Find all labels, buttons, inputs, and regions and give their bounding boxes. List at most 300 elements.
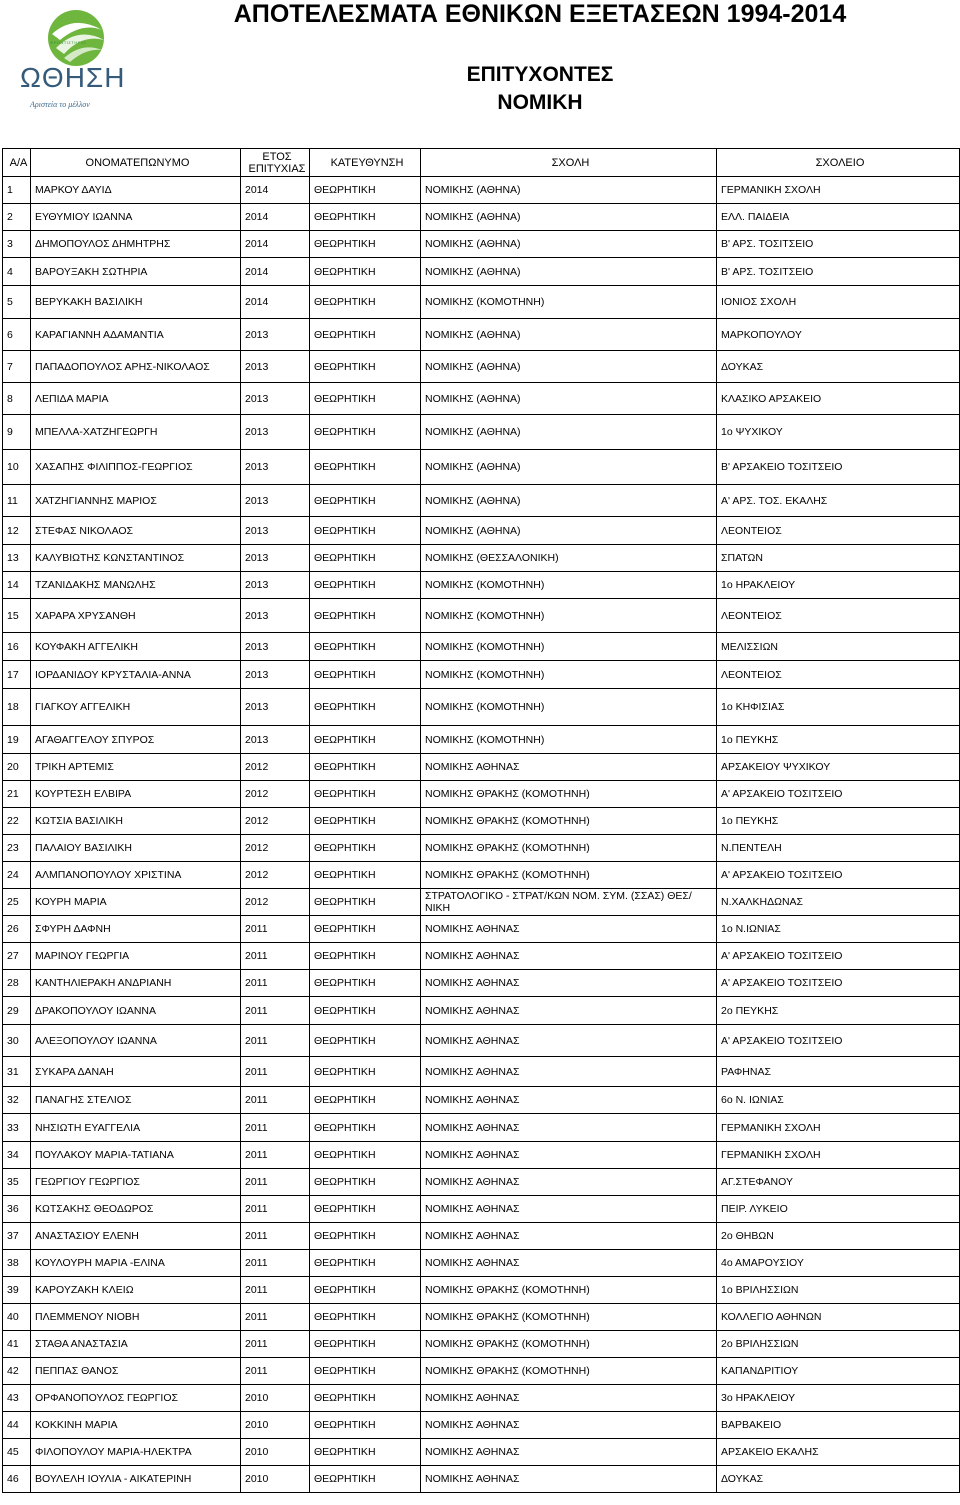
table-row — [3, 1250, 960, 1277]
high-school: Α' ΑΡΣΑΚΕΙΟ ΤΟΣΙΤΣΕΙΟ — [717, 970, 960, 997]
table-row — [3, 450, 960, 485]
student-name: ΚΩΤΣΑΚΗΣ ΘΕΟΔΩΡΟΣ — [31, 1196, 241, 1223]
student-name: ΑΓΑΘΑΓΓΕΛΟΥ ΣΠΥΡΟΣ — [31, 726, 241, 754]
row-number: 28 — [3, 970, 31, 997]
student-name: ΒΟΥΛΕΛΗ ΙΟΥΛΙΑ - ΑΙΚΑΤΕΡΙΝΗ — [31, 1466, 241, 1493]
table-row — [3, 204, 960, 231]
direction: ΘΕΩΡΗΤΙΚΗ — [310, 1142, 421, 1169]
table-row — [3, 383, 960, 415]
student-name: ΤΡΙΚΗ ΑΡΤΕΜΙΣ — [31, 754, 241, 781]
high-school: ΚΛΑΣΙΚΟ ΑΡΣΑΚΕΙΟ — [717, 383, 960, 415]
direction: ΘΕΩΡΗΤΙΚΗ — [310, 485, 421, 517]
table-row — [3, 835, 960, 862]
table-row — [3, 889, 960, 916]
row-number: 34 — [3, 1142, 31, 1169]
direction: ΘΕΩΡΗΤΙΚΗ — [310, 862, 421, 889]
high-school: ΕΛΛ. ΠΑΙΔΕΙΑ — [717, 204, 960, 231]
direction: ΘΕΩΡΗΤΙΚΗ — [310, 808, 421, 835]
university-school: ΝΟΜΙΚΗΣ (ΑΘΗΝΑ) — [421, 231, 717, 258]
table-row — [3, 754, 960, 781]
high-school: 1ο ΨΥΧΙΚΟΥ — [717, 415, 960, 450]
row-number: 43 — [3, 1385, 31, 1412]
row-number: 24 — [3, 862, 31, 889]
year: 2011 — [241, 1223, 310, 1250]
year: 2011 — [241, 1114, 310, 1142]
high-school: Β' ΑΡΣΑΚΕΙΟ ΤΟΣΙΤΣΕΙΟ — [717, 450, 960, 485]
direction: ΘΕΩΡΗΤΙΚΗ — [310, 1196, 421, 1223]
table-header-row — [3, 149, 960, 177]
table-row — [3, 997, 960, 1025]
university-school: ΝΟΜΙΚΗΣ ΘΡΑΚΗΣ (ΚΟΜΟΤΗΝΗ) — [421, 808, 717, 835]
university-school: ΝΟΜΙΚΗΣ (ΚΟΜΟΤΗΝΗ) — [421, 689, 717, 726]
direction: ΘΕΩΡΗΤΙΚΗ — [310, 726, 421, 754]
high-school: Β' ΑΡΣ. ΤΟΣΙΤΣΕΙΟ — [717, 258, 960, 286]
university-school: ΣΤΡΑΤΟΛΟΓΙΚΟ - ΣΤΡΑΤ/ΚΩΝ ΝΟΜ. ΣΥΜ. (ΣΣΑΣ) ΘΕΣ/ΝΙΚΗ — [421, 889, 717, 916]
direction: ΘΕΩΡΗΤΙΚΗ — [310, 1358, 421, 1385]
university-school: ΝΟΜΙΚΗΣ ΘΡΑΚΗΣ (ΚΟΜΟΤΗΝΗ) — [421, 835, 717, 862]
student-name: ΤΖΑΝΙΔΑΚΗΣ ΜΑΝΩΛΗΣ — [31, 572, 241, 599]
year: 2012 — [241, 808, 310, 835]
student-name: ΧΑΡΑΡΑ ΧΡΥΣΑΝΘΗ — [31, 599, 241, 633]
table-row — [3, 1439, 960, 1466]
row-number: 30 — [3, 1025, 31, 1057]
direction: ΘΕΩΡΗΤΙΚΗ — [310, 1385, 421, 1412]
year: 2011 — [241, 1304, 310, 1331]
year: 2014 — [241, 286, 310, 319]
year: 2013 — [241, 726, 310, 754]
table-row — [3, 689, 960, 726]
direction: ΘΕΩΡΗΤΙΚΗ — [310, 1331, 421, 1358]
direction: ΘΕΩΡΗΤΙΚΗ — [310, 517, 421, 545]
row-number: 2 — [3, 204, 31, 231]
year: 2011 — [241, 970, 310, 997]
table-row — [3, 517, 960, 545]
university-school: ΝΟΜΙΚΗΣ ΑΘΗΝΑΣ — [421, 1223, 717, 1250]
table-row — [3, 1057, 960, 1087]
university-school: ΝΟΜΙΚΗΣ ΑΘΗΝΑΣ — [421, 997, 717, 1025]
row-number: 17 — [3, 661, 31, 689]
year: 2013 — [241, 517, 310, 545]
direction: ΘΕΩΡΗΤΙΚΗ — [310, 781, 421, 808]
table-row — [3, 726, 960, 754]
direction: ΘΕΩΡΗΤΙΚΗ — [310, 1250, 421, 1277]
university-school: ΝΟΜΙΚΗΣ ΑΘΗΝΑΣ — [421, 1466, 717, 1493]
table-row — [3, 231, 960, 258]
row-number: 32 — [3, 1087, 31, 1114]
table-row — [3, 545, 960, 572]
row-number: 39 — [3, 1277, 31, 1304]
row-number: 26 — [3, 916, 31, 943]
university-school: ΝΟΜΙΚΗΣ ΑΘΗΝΑΣ — [421, 1250, 717, 1277]
high-school: 1ο ΠΕΥΚΗΣ — [717, 808, 960, 835]
table-row — [3, 661, 960, 689]
row-number: 6 — [3, 319, 31, 351]
direction: ΘΕΩΡΗΤΙΚΗ — [310, 1466, 421, 1493]
student-name: ΕΥΘΥΜΙΟΥ ΙΩΑΝΝΑ — [31, 204, 241, 231]
high-school: 3ο ΗΡΑΚΛΕΙΟΥ — [717, 1385, 960, 1412]
high-school: Α' ΑΡΣΑΚΕΙΟ ΤΟΣΙΤΣΕΙΟ — [717, 943, 960, 970]
high-school: ΜΕΛΙΣΣΙΩΝ — [717, 633, 960, 661]
student-name: ΜΠΕΛΛΑ-ΧΑΤΖΗΓΕΩΡΓΗ — [31, 415, 241, 450]
high-school: 2ο ΘΗΒΩΝ — [717, 1223, 960, 1250]
high-school: 1ο ΗΡΑΚΛΕΙΟΥ — [717, 572, 960, 599]
high-school: 2ο ΒΡΙΛΗΣΣΙΩΝ — [717, 1331, 960, 1358]
student-name: ΔΗΜΟΠΟΥΛΟΣ ΔΗΜΗΤΡΗΣ — [31, 231, 241, 258]
table-body — [3, 177, 960, 1493]
high-school: ΠΕΙΡ. ΛΥΚΕΙΟ — [717, 1196, 960, 1223]
direction: ΘΕΩΡΗΤΙΚΗ — [310, 661, 421, 689]
university-school: ΝΟΜΙΚΗΣ (ΑΘΗΝΑ) — [421, 351, 717, 383]
row-number: 41 — [3, 1331, 31, 1358]
header-school: ΣΧΟΛΗ — [421, 149, 717, 177]
row-number: 8 — [3, 383, 31, 415]
year: 2011 — [241, 1250, 310, 1277]
student-name: ΠΟΥΛΑΚΟΥ ΜΑΡΙΑ-ΤΑΤΙΑΝΑ — [31, 1142, 241, 1169]
high-school: 6ο Ν. ΙΩΝΙΑΣ — [717, 1087, 960, 1114]
year: 2012 — [241, 835, 310, 862]
high-school: ΙΟΝΙΟΣ ΣΧΟΛΗ — [717, 286, 960, 319]
table-row — [3, 862, 960, 889]
high-school: 1ο ΚΗΦΙΣΙΑΣ — [717, 689, 960, 726]
university-school: ΝΟΜΙΚΗΣ (ΚΟΜΟΤΗΝΗ) — [421, 599, 717, 633]
student-name: ΔΡΑΚΟΠΟΥΛΟΥ ΙΩΑΝΝΑ — [31, 997, 241, 1025]
high-school: ΚΟΛΛΕΓΙΟ ΑΘΗΝΩΝ — [717, 1304, 960, 1331]
student-name: ΣΤΕΦΑΣ ΝΙΚΟΛΑΟΣ — [31, 517, 241, 545]
row-number: 31 — [3, 1057, 31, 1087]
university-school: ΝΟΜΙΚΗΣ (ΑΘΗΝΑ) — [421, 319, 717, 351]
logo-subtitle: ΦΡΟΝΤΙΣΤΗΡΙΟ — [50, 40, 87, 45]
table-row — [3, 286, 960, 319]
high-school: Ν.ΧΑΛΚΗΔΩΝΑΣ — [717, 889, 960, 916]
year: 2013 — [241, 485, 310, 517]
header-highschool: ΣΧΟΛΕΙΟ — [717, 149, 960, 177]
table-row — [3, 781, 960, 808]
table-row — [3, 1114, 960, 1142]
high-school: 1ο ΒΡΙΛΗΣΣΙΩΝ — [717, 1277, 960, 1304]
year: 2012 — [241, 781, 310, 808]
university-school: ΝΟΜΙΚΗΣ ΑΘΗΝΑΣ — [421, 943, 717, 970]
high-school: ΓΕΡΜΑΝΙΚΗ ΣΧΟΛΗ — [717, 1114, 960, 1142]
table-row — [3, 1385, 960, 1412]
high-school: 4ο ΑΜΑΡΟΥΣΙΟΥ — [717, 1250, 960, 1277]
year: 2014 — [241, 258, 310, 286]
high-school: ΔΟΥΚΑΣ — [717, 351, 960, 383]
row-number: 20 — [3, 754, 31, 781]
direction: ΘΕΩΡΗΤΙΚΗ — [310, 997, 421, 1025]
row-number: 40 — [3, 1304, 31, 1331]
year: 2011 — [241, 943, 310, 970]
direction: ΘΕΩΡΗΤΙΚΗ — [310, 258, 421, 286]
high-school: ΛΕΟΝΤΕΙΟΣ — [717, 517, 960, 545]
table-row — [3, 1025, 960, 1057]
row-number: 46 — [3, 1466, 31, 1493]
table-row — [3, 1304, 960, 1331]
university-school: ΝΟΜΙΚΗΣ ΑΘΗΝΑΣ — [421, 1412, 717, 1439]
table-row — [3, 177, 960, 204]
year: 2013 — [241, 661, 310, 689]
year: 2012 — [241, 754, 310, 781]
year: 2014 — [241, 177, 310, 204]
year: 2013 — [241, 415, 310, 450]
direction: ΘΕΩΡΗΤΙΚΗ — [310, 1057, 421, 1087]
high-school: ΓΕΡΜΑΝΙΚΗ ΣΧΟΛΗ — [717, 1142, 960, 1169]
university-school: ΝΟΜΙΚΗΣ ΑΘΗΝΑΣ — [421, 1169, 717, 1196]
student-name: ΒΕΡΥΚΑΚΗ ΒΑΣΙΛΙΚΗ — [31, 286, 241, 319]
university-school: ΝΟΜΙΚΗΣ (ΚΟΜΟΤΗΝΗ) — [421, 286, 717, 319]
row-number: 13 — [3, 545, 31, 572]
student-name: ΚΑΡΑΓΙΑΝΝΗ ΑΔΑΜΑΝΤΙΑ — [31, 319, 241, 351]
table-row — [3, 808, 960, 835]
direction: ΘΕΩΡΗΤΙΚΗ — [310, 286, 421, 319]
high-school: 1ο ΠΕΥΚΗΣ — [717, 726, 960, 754]
high-school: ΔΟΥΚΑΣ — [717, 1466, 960, 1493]
university-school: ΝΟΜΙΚΗΣ ΑΘΗΝΑΣ — [421, 1057, 717, 1087]
year: 2011 — [241, 997, 310, 1025]
row-number: 19 — [3, 726, 31, 754]
year: 2013 — [241, 351, 310, 383]
direction: ΘΕΩΡΗΤΙΚΗ — [310, 916, 421, 943]
table-row — [3, 485, 960, 517]
high-school: Α' ΑΡΣΑΚΕΙΟ ΤΟΣΙΤΣΕΙΟ — [717, 1025, 960, 1057]
university-school: ΝΟΜΙΚΗΣ (ΚΟΜΟΤΗΝΗ) — [421, 633, 717, 661]
table-row — [3, 415, 960, 450]
row-number: 38 — [3, 1250, 31, 1277]
direction: ΘΕΩΡΗΤΙΚΗ — [310, 633, 421, 661]
year: 2011 — [241, 1025, 310, 1057]
year: 2011 — [241, 1142, 310, 1169]
student-name: ΣΤΑΘΑ ΑΝΑΣΤΑΣΙΑ — [31, 1331, 241, 1358]
table-row — [3, 1412, 960, 1439]
direction: ΘΕΩΡΗΤΙΚΗ — [310, 943, 421, 970]
high-school: 2ο ΠΕΥΚΗΣ — [717, 997, 960, 1025]
table-row — [3, 1331, 960, 1358]
university-school: ΝΟΜΙΚΗΣ (ΑΘΗΝΑ) — [421, 177, 717, 204]
student-name: ΠΑΠΑΔΟΠΟΥΛΟΣ ΑΡΗΣ-ΝΙΚΟΛΑΟΣ — [31, 351, 241, 383]
student-name: ΦΙΛΟΠΟΥΛΟΥ ΜΑΡΙΑ-ΗΛΕΚΤΡΑ — [31, 1439, 241, 1466]
year: 2011 — [241, 1277, 310, 1304]
year: 2011 — [241, 1169, 310, 1196]
high-school: ΑΓ.ΣΤΕΦΑΝΟΥ — [717, 1169, 960, 1196]
row-number: 9 — [3, 415, 31, 450]
direction: ΘΕΩΡΗΤΙΚΗ — [310, 383, 421, 415]
row-number: 21 — [3, 781, 31, 808]
row-number: 44 — [3, 1412, 31, 1439]
table-row — [3, 970, 960, 997]
direction: ΘΕΩΡΗΤΙΚΗ — [310, 351, 421, 383]
logo-tagline: Αριστεία το μέλλον — [30, 100, 90, 109]
high-school: ΣΠΑΤΩΝ — [717, 545, 960, 572]
row-number: 12 — [3, 517, 31, 545]
table-row — [3, 1223, 960, 1250]
direction: ΘΕΩΡΗΤΙΚΗ — [310, 545, 421, 572]
university-school: ΝΟΜΙΚΗΣ ΘΡΑΚΗΣ (ΚΟΜΟΤΗΝΗ) — [421, 1331, 717, 1358]
student-name: ΚΑΡΟΥΖΑΚΗ ΚΛΕΙΩ — [31, 1277, 241, 1304]
student-name: ΚΟΥΡΤΕΣΗ ΕΛΒΙΡΑ — [31, 781, 241, 808]
direction: ΘΕΩΡΗΤΙΚΗ — [310, 889, 421, 916]
year: 2011 — [241, 1087, 310, 1114]
direction: ΘΕΩΡΗΤΙΚΗ — [310, 1412, 421, 1439]
row-number: 14 — [3, 572, 31, 599]
year: 2013 — [241, 545, 310, 572]
student-name: ΧΑΤΖΗΓΙΑΝΝΗΣ ΜΑΡΙΟΣ — [31, 485, 241, 517]
row-number: 15 — [3, 599, 31, 633]
direction: ΘΕΩΡΗΤΙΚΗ — [310, 835, 421, 862]
direction: ΘΕΩΡΗΤΙΚΗ — [310, 1114, 421, 1142]
high-school: ΑΡΣΑΚΕΙΟ ΕΚΑΛΗΣ — [717, 1439, 960, 1466]
direction: ΘΕΩΡΗΤΙΚΗ — [310, 1087, 421, 1114]
year: 2014 — [241, 204, 310, 231]
direction: ΘΕΩΡΗΤΙΚΗ — [310, 1277, 421, 1304]
year: 2011 — [241, 1196, 310, 1223]
student-name: ΠΛΕΜΜΕΝΟΥ ΝΙΟΒΗ — [31, 1304, 241, 1331]
year: 2011 — [241, 916, 310, 943]
student-name: ΚΟΥΦΑΚΗ ΑΓΓΕΛΙΚΗ — [31, 633, 241, 661]
student-name: ΚΩΤΣΙΑ ΒΑΣΙΛΙΚΗ — [31, 808, 241, 835]
direction: ΘΕΩΡΗΤΙΚΗ — [310, 177, 421, 204]
university-school: ΝΟΜΙΚΗΣ ΘΡΑΚΗΣ (ΚΟΜΟΤΗΝΗ) — [421, 1304, 717, 1331]
table-row — [3, 633, 960, 661]
year: 2010 — [241, 1412, 310, 1439]
direction: ΘΕΩΡΗΤΙΚΗ — [310, 1304, 421, 1331]
table-row — [3, 1087, 960, 1114]
high-school: ΛΕΟΝΤΕΙΟΣ — [717, 599, 960, 633]
header-name: ΟΝΟΜΑΤΕΠΩΝΥΜΟ — [31, 149, 241, 177]
row-number: 25 — [3, 889, 31, 916]
university-school: ΝΟΜΙΚΗΣ (ΑΘΗΝΑ) — [421, 204, 717, 231]
table-row — [3, 1142, 960, 1169]
university-school: ΝΟΜΙΚΗΣ (ΚΟΜΟΤΗΝΗ) — [421, 572, 717, 599]
row-number: 3 — [3, 231, 31, 258]
student-name: ΚΑΛΥΒΙΩΤΗΣ ΚΩΝΣΤΑΝΤΙΝΟΣ — [31, 545, 241, 572]
direction: ΘΕΩΡΗΤΙΚΗ — [310, 599, 421, 633]
student-name: ΑΛΜΠΑΝΟΠΟΥΛΟΥ ΧΡΙΣΤΙΝΑ — [31, 862, 241, 889]
table-row — [3, 1196, 960, 1223]
university-school: ΝΟΜΙΚΗΣ (ΑΘΗΝΑ) — [421, 415, 717, 450]
row-number: 4 — [3, 258, 31, 286]
table-row — [3, 1358, 960, 1385]
high-school: ΑΡΣΑΚΕΙΟΥ ΨΥΧΙΚΟΥ — [717, 754, 960, 781]
student-name: ΠΑΛΑΙΟΥ ΒΑΣΙΛΙΚΗ — [31, 835, 241, 862]
table-row — [3, 943, 960, 970]
student-name: ΟΡΦΑΝΟΠΟΥΛΟΣ ΓΕΩΡΓΙΟΣ — [31, 1385, 241, 1412]
header-aa: Α/Α — [3, 149, 31, 177]
university-school: ΝΟΜΙΚΗΣ ΑΘΗΝΑΣ — [421, 754, 717, 781]
row-number: 5 — [3, 286, 31, 319]
direction: ΘΕΩΡΗΤΙΚΗ — [310, 231, 421, 258]
university-school: ΝΟΜΙΚΗΣ ΑΘΗΝΑΣ — [421, 1385, 717, 1412]
direction: ΘΕΩΡΗΤΙΚΗ — [310, 450, 421, 485]
student-name: ΓΙΑΓΚΟΥ ΑΓΓΕΛΙΚΗ — [31, 689, 241, 726]
high-school: ΡΑΦΗΝΑΣ — [717, 1057, 960, 1087]
page-subtitle-field: ΝΟΜΙΚΗ — [497, 91, 583, 114]
university-school: ΝΟΜΙΚΗΣ (ΑΘΗΝΑ) — [421, 517, 717, 545]
student-name: ΚΟΥΡΗ ΜΑΡΙΑ — [31, 889, 241, 916]
table-row — [3, 1466, 960, 1493]
row-number: 16 — [3, 633, 31, 661]
university-school: ΝΟΜΙΚΗΣ (ΚΟΜΟΤΗΝΗ) — [421, 726, 717, 754]
year: 2013 — [241, 633, 310, 661]
high-school: Ν.ΠΕΝΤΕΛΗ — [717, 835, 960, 862]
row-number: 23 — [3, 835, 31, 862]
table-row — [3, 258, 960, 286]
university-school: ΝΟΜΙΚΗΣ ΑΘΗΝΑΣ — [421, 970, 717, 997]
university-school: ΝΟΜΙΚΗΣ ΘΡΑΚΗΣ (ΚΟΜΟΤΗΝΗ) — [421, 862, 717, 889]
year: 2010 — [241, 1385, 310, 1412]
header-direction: ΚΑΤΕΥΘΥΝΣΗ — [310, 149, 421, 177]
row-number: 22 — [3, 808, 31, 835]
student-name: ΚΟΥΛΟΥΡΗ ΜΑΡΙΑ -ΕΛΙΝΑ — [31, 1250, 241, 1277]
student-name: ΑΛΕΞΟΠΟΥΛΟΥ ΙΩΑΝΝΑ — [31, 1025, 241, 1057]
direction: ΘΕΩΡΗΤΙΚΗ — [310, 204, 421, 231]
university-school: ΝΟΜΙΚΗΣ (ΑΘΗΝΑ) — [421, 258, 717, 286]
university-school: ΝΟΜΙΚΗΣ ΑΘΗΝΑΣ — [421, 1087, 717, 1114]
university-school: ΝΟΜΙΚΗΣ ΘΡΑΚΗΣ (ΚΟΜΟΤΗΝΗ) — [421, 1358, 717, 1385]
row-number: 29 — [3, 997, 31, 1025]
university-school: ΝΟΜΙΚΗΣ (ΑΘΗΝΑ) — [421, 450, 717, 485]
row-number: 33 — [3, 1114, 31, 1142]
row-number: 10 — [3, 450, 31, 485]
university-school: ΝΟΜΙΚΗΣ (ΑΘΗΝΑ) — [421, 383, 717, 415]
row-number: 35 — [3, 1169, 31, 1196]
row-number: 11 — [3, 485, 31, 517]
high-school: ΚΑΠΑΝΔΡΙΤΙΟΥ — [717, 1358, 960, 1385]
row-number: 45 — [3, 1439, 31, 1466]
student-name: ΛΕΠΙΔΑ ΜΑΡΙΑ — [31, 383, 241, 415]
direction: ΘΕΩΡΗΤΙΚΗ — [310, 970, 421, 997]
university-school: ΝΟΜΙΚΗΣ ΑΘΗΝΑΣ — [421, 1114, 717, 1142]
row-number: 36 — [3, 1196, 31, 1223]
university-school: ΝΟΜΙΚΗΣ (ΚΟΜΟΤΗΝΗ) — [421, 661, 717, 689]
table-row — [3, 319, 960, 351]
logo-name: ΩΘΗΣΗ — [20, 62, 126, 93]
row-number: 7 — [3, 351, 31, 383]
year: 2011 — [241, 1057, 310, 1087]
table-row — [3, 1277, 960, 1304]
year: 2013 — [241, 450, 310, 485]
student-name: ΠΑΝΑΓΗΣ ΣΤΕΛΙΟΣ — [31, 1087, 241, 1114]
high-school: Α' ΑΡΣ. ΤΟΣ. ΕΚΑΛΗΣ — [717, 485, 960, 517]
year: 2010 — [241, 1439, 310, 1466]
year: 2012 — [241, 862, 310, 889]
year: 2012 — [241, 889, 310, 916]
high-school: 1ο Ν.ΙΩΝΙΑΣ — [717, 916, 960, 943]
year: 2013 — [241, 599, 310, 633]
direction: ΘΕΩΡΗΤΙΚΗ — [310, 1439, 421, 1466]
high-school: ΜΑΡΚΟΠΟΥΛΟΥ — [717, 319, 960, 351]
high-school: ΛΕΟΝΤΕΙΟΣ — [717, 661, 960, 689]
direction: ΘΕΩΡΗΤΙΚΗ — [310, 415, 421, 450]
student-name: ΜΑΡΙΝΟΥ ΓΕΩΡΓΙΑ — [31, 943, 241, 970]
direction: ΘΕΩΡΗΤΙΚΗ — [310, 1169, 421, 1196]
row-number: 18 — [3, 689, 31, 726]
university-school: ΝΟΜΙΚΗΣ (ΑΘΗΝΑ) — [421, 485, 717, 517]
high-school: Α' ΑΡΣΑΚΕΙΟ ΤΟΣΙΤΣΕΙΟ — [717, 781, 960, 808]
results-table — [2, 148, 960, 1493]
direction: ΘΕΩΡΗΤΙΚΗ — [310, 754, 421, 781]
table-row — [3, 572, 960, 599]
university-school: ΝΟΜΙΚΗΣ ΘΡΑΚΗΣ (ΚΟΜΟΤΗΝΗ) — [421, 781, 717, 808]
page-subtitle: ΕΠΙΤΥΧΟΝΤΕΣ — [466, 63, 614, 86]
row-number: 1 — [3, 177, 31, 204]
high-school: ΒΑΡΒΑΚΕΙΟ — [717, 1412, 960, 1439]
student-name: ΚΟΚΚΙΝΗ ΜΑΡΙΑ — [31, 1412, 241, 1439]
university-school: ΝΟΜΙΚΗΣ (ΘΕΣΣΑΛΟΝΙΚΗ) — [421, 545, 717, 572]
direction: ΘΕΩΡΗΤΙΚΗ — [310, 1025, 421, 1057]
university-school: ΝΟΜΙΚΗΣ ΑΘΗΝΑΣ — [421, 1439, 717, 1466]
table-row — [3, 599, 960, 633]
year: 2013 — [241, 319, 310, 351]
student-name: ΧΑΣΑΠΗΣ ΦΙΛΙΠΠΟΣ-ΓΕΩΡΓΙΟΣ — [31, 450, 241, 485]
